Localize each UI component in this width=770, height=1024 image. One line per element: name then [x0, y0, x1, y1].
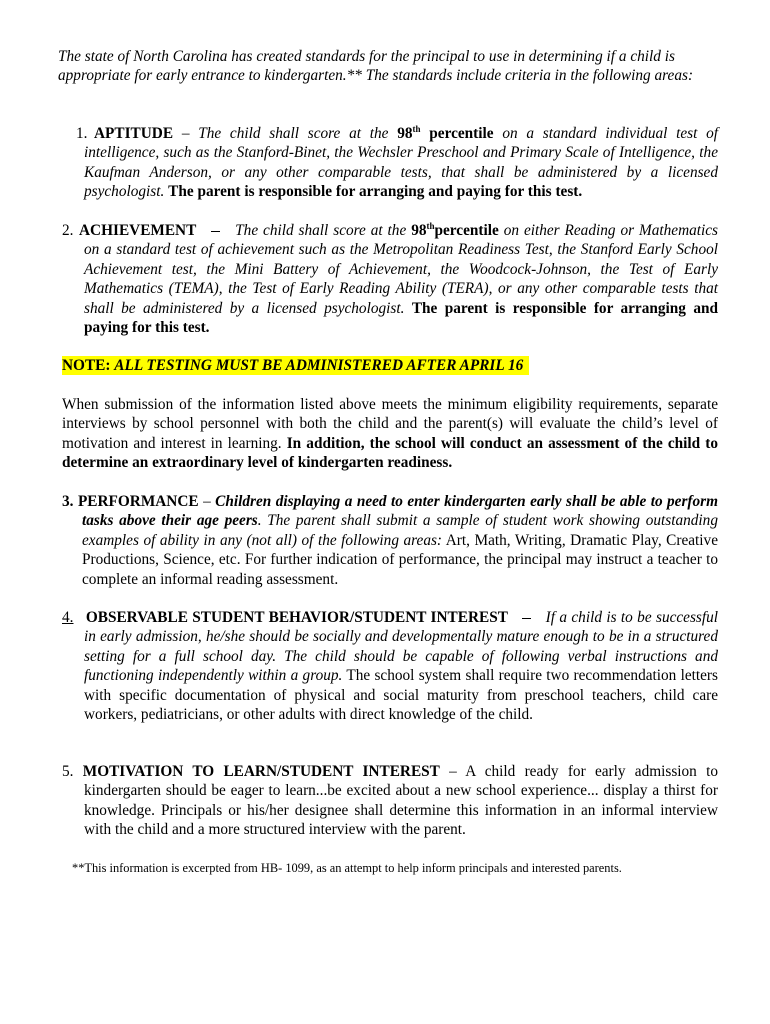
note-text: ALL TESTING MUST BE ADMINISTERED AFTER APRIL 16	[114, 357, 524, 374]
testing-note	[62, 356, 529, 375]
criterion-title: OBSERVABLE STUDENT BEHAVIOR/STUDENT INTEREST	[85, 609, 508, 626]
title-dash	[522, 618, 531, 619]
item-number: 3.	[62, 493, 74, 510]
percentile-value: 98th	[397, 123, 421, 142]
criterion-text: on a standard individual test of intelligence, such as the Stanford-Binet, the Wechsler Preschool and Primary Scale of Intelligence, the Kaufman Anderson, or any other comparable tests, that shall be administered by a licensed psychologist.	[84, 125, 719, 201]
title-dash: –	[203, 493, 211, 510]
criterion-text: . The parent shall submit a sample of student work showing outstanding examples of ability in any (not all) of the following areas:	[82, 512, 718, 549]
percentile-word: percentile	[429, 125, 494, 142]
criterion-title: PERFORMANCE	[77, 493, 199, 510]
item-number: 1.	[76, 125, 88, 142]
percentile-value: 98th	[411, 220, 435, 239]
criterion-areas: Art, Math, Writing, Dramatic Play, Creative Productions, Science, etc. For further indication of performance, the principal may instruct a teacher to complete an informal reading assessment.	[82, 531, 718, 588]
intro-paragraph: The state of North Carolina has created standards for the principal to use in determining if a child is appropriate for early entrance to kindergarten.** The standards include criteria in the following areas:	[58, 48, 694, 85]
criterion-lead: The child shall score at the	[235, 222, 407, 239]
criterion-text: If a child is to be successful in early admission, he/she should be socially and developmentally mature enough to be in a structured setting for a full school day. The child should be capable of following verbal instructions and functioning independently within a group.	[84, 609, 719, 685]
parent-responsibility: The parent is responsible for arranging and paying for this test.	[168, 183, 583, 201]
title-dash: –	[449, 763, 457, 780]
parent-responsibility: The parent is responsible for arranging and paying for this test.	[84, 299, 718, 337]
item-number: 4.	[62, 609, 74, 626]
note-label: NOTE:	[62, 357, 111, 374]
recommendation-requirement: The school system shall require two recommendation letters with specific documentation of physical and social maturity from preschool teachers, child care workers, pediatricians, or other adults with direct knowledge of the child.	[84, 667, 718, 724]
criterion-title: APTITUDE	[94, 125, 174, 142]
title-dash	[211, 231, 220, 232]
assessment-statement: In addition, the school will conduct an assessment of the child to determine an extraordinary level of kindergarten readiness.	[62, 434, 719, 472]
submission-text: When submission of the information listed above meets the minimum eligibility requirements, separate interviews by school personnel with both the child and the parent(s) will evaluate the child’s level of motivation and interest in learning.	[62, 396, 718, 452]
title-dash: –	[181, 125, 190, 142]
criterion-lead: The child shall score at the	[198, 125, 389, 142]
criterion-emphasis: Children displaying a need to enter kindergarten early shall be able to perform tasks above their age peers	[82, 493, 719, 530]
footnote: **This information is excerpted from HB- 1099, as an attempt to help inform principals and interested parents.	[72, 861, 622, 875]
submission-paragraph	[62, 395, 718, 473]
criterion-title: MOTIVATION TO LEARN/STUDENT INTEREST	[82, 763, 440, 780]
item-number: 5.	[62, 763, 74, 780]
criterion-title: ACHIEVEMENT	[79, 222, 197, 239]
criterion-text: A child ready for early admission to kindergarten should be eager to learn...be excited about a new school experience... display a thirst for knowledge. Principals or his/her designee shall determine this information in an informal interview with the child and a more structured interview with the parent.	[84, 763, 719, 839]
criterion-text: on either Reading or Mathematics on a standard test of achievement such as the Metropolitan Readiness Test, the Stanford Early School Achievement test, the Mini Battery of Achievement, the Woodcock-Johnson, the Test of Early Mathematics (TEMA), the Test of Early Reading Ability (TERA), or any other comparable tests that shall be administered by a licensed psychologist.	[84, 222, 719, 317]
item-number: 2.	[62, 222, 74, 239]
percentile-word: percentile	[434, 222, 499, 239]
